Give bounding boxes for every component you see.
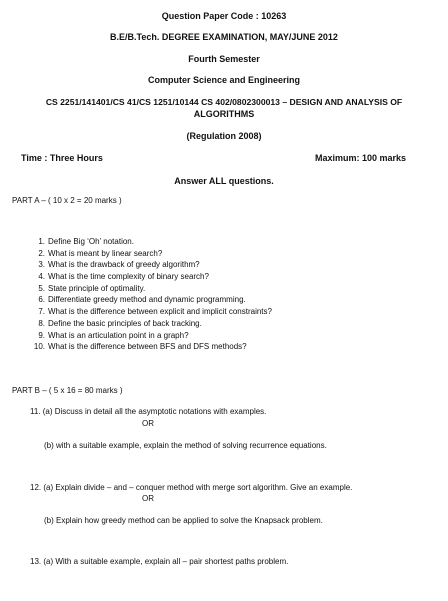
list-item	[30, 236, 272, 248]
question-text: What is the time complexity of binary search?	[48, 272, 209, 282]
question-number: 9.	[38, 330, 45, 340]
question-text: Differentiate greedy method and dynamic programming.	[48, 295, 246, 305]
question-text: What is the drawback of greedy algorithm?	[48, 260, 200, 270]
course-title-line2: ALGORITHMS	[193, 109, 255, 119]
department: Computer Science and Engineering	[147, 75, 301, 85]
question-11b: (b) with a suitable example, explain the method of solving recurrence equations.	[44, 441, 327, 450]
list-item	[30, 318, 272, 330]
regulation: (Regulation 2008)	[186, 131, 262, 141]
max-marks-label: Maximum: 100 marks	[314, 153, 406, 163]
semester: Fourth Semester	[188, 54, 260, 64]
question-number: 7.	[38, 307, 45, 317]
question-text: What is the difference between BFS and DFS methods?	[48, 342, 247, 352]
paper-code: Question Paper Code : 10263	[161, 11, 287, 21]
question-number: 4.	[38, 272, 45, 282]
question-number: 5.	[38, 283, 45, 293]
question-11a: 11. (a) Discuss in detail all the asymptotic notations with examples.	[30, 407, 267, 416]
list-item	[30, 248, 272, 260]
or-separator: OR	[142, 494, 154, 503]
part-b-heading: PART B – ( 5 x 16 = 80 marks )	[12, 386, 123, 395]
question-number: 1.	[38, 237, 45, 246]
or-separator: OR	[142, 419, 154, 428]
part-a-heading: PART A – ( 10 x 2 = 20 marks )	[12, 196, 122, 205]
question-text: What is an articulation point in a graph?	[48, 330, 189, 340]
question-text: State principle of optimality.	[48, 283, 146, 293]
list-item	[30, 259, 272, 271]
question-number: 6.	[38, 295, 45, 305]
question-number: 10.	[33, 342, 45, 352]
question-number: 2.	[38, 248, 45, 258]
list-item	[30, 330, 272, 342]
instruction: Answer ALL questions.	[174, 176, 274, 186]
time-label: Time : Three Hours	[21, 153, 103, 163]
exam-title: B.E/B.Tech. DEGREE EXAMINATION, MAY/JUNE 2012	[110, 32, 338, 42]
part-a-question-list	[30, 236, 272, 353]
question-number: 3.	[38, 260, 45, 270]
list-item	[30, 341, 272, 353]
question-text: Define Big ‘Oh’ notation.	[48, 237, 134, 246]
list-item	[30, 306, 272, 318]
question-text: What is meant by linear search?	[48, 248, 163, 258]
question-12b: (b) Explain how greedy method can be applied to solve the Knapsack problem.	[44, 516, 323, 525]
list-item	[30, 271, 272, 283]
question-text: What is the difference between explicit and implicit constraints?	[48, 307, 272, 317]
question-12a: 12. (a) Explain divide – and – conquer method with merge sort algorithm. Give an example.	[30, 483, 353, 492]
course-title-line1: CS 2251/141401/CS 41/CS 1251/10144 CS 402/0802300013 – DESIGN AND ANALYSIS OF	[45, 97, 403, 107]
list-item	[30, 294, 272, 306]
question-number: 8.	[38, 318, 45, 328]
question-text: Define the basic principles of back tracking.	[48, 318, 202, 328]
list-item	[30, 283, 272, 295]
question-13a: 13. (a) With a suitable example, explain all – pair shortest paths problem.	[30, 557, 289, 566]
